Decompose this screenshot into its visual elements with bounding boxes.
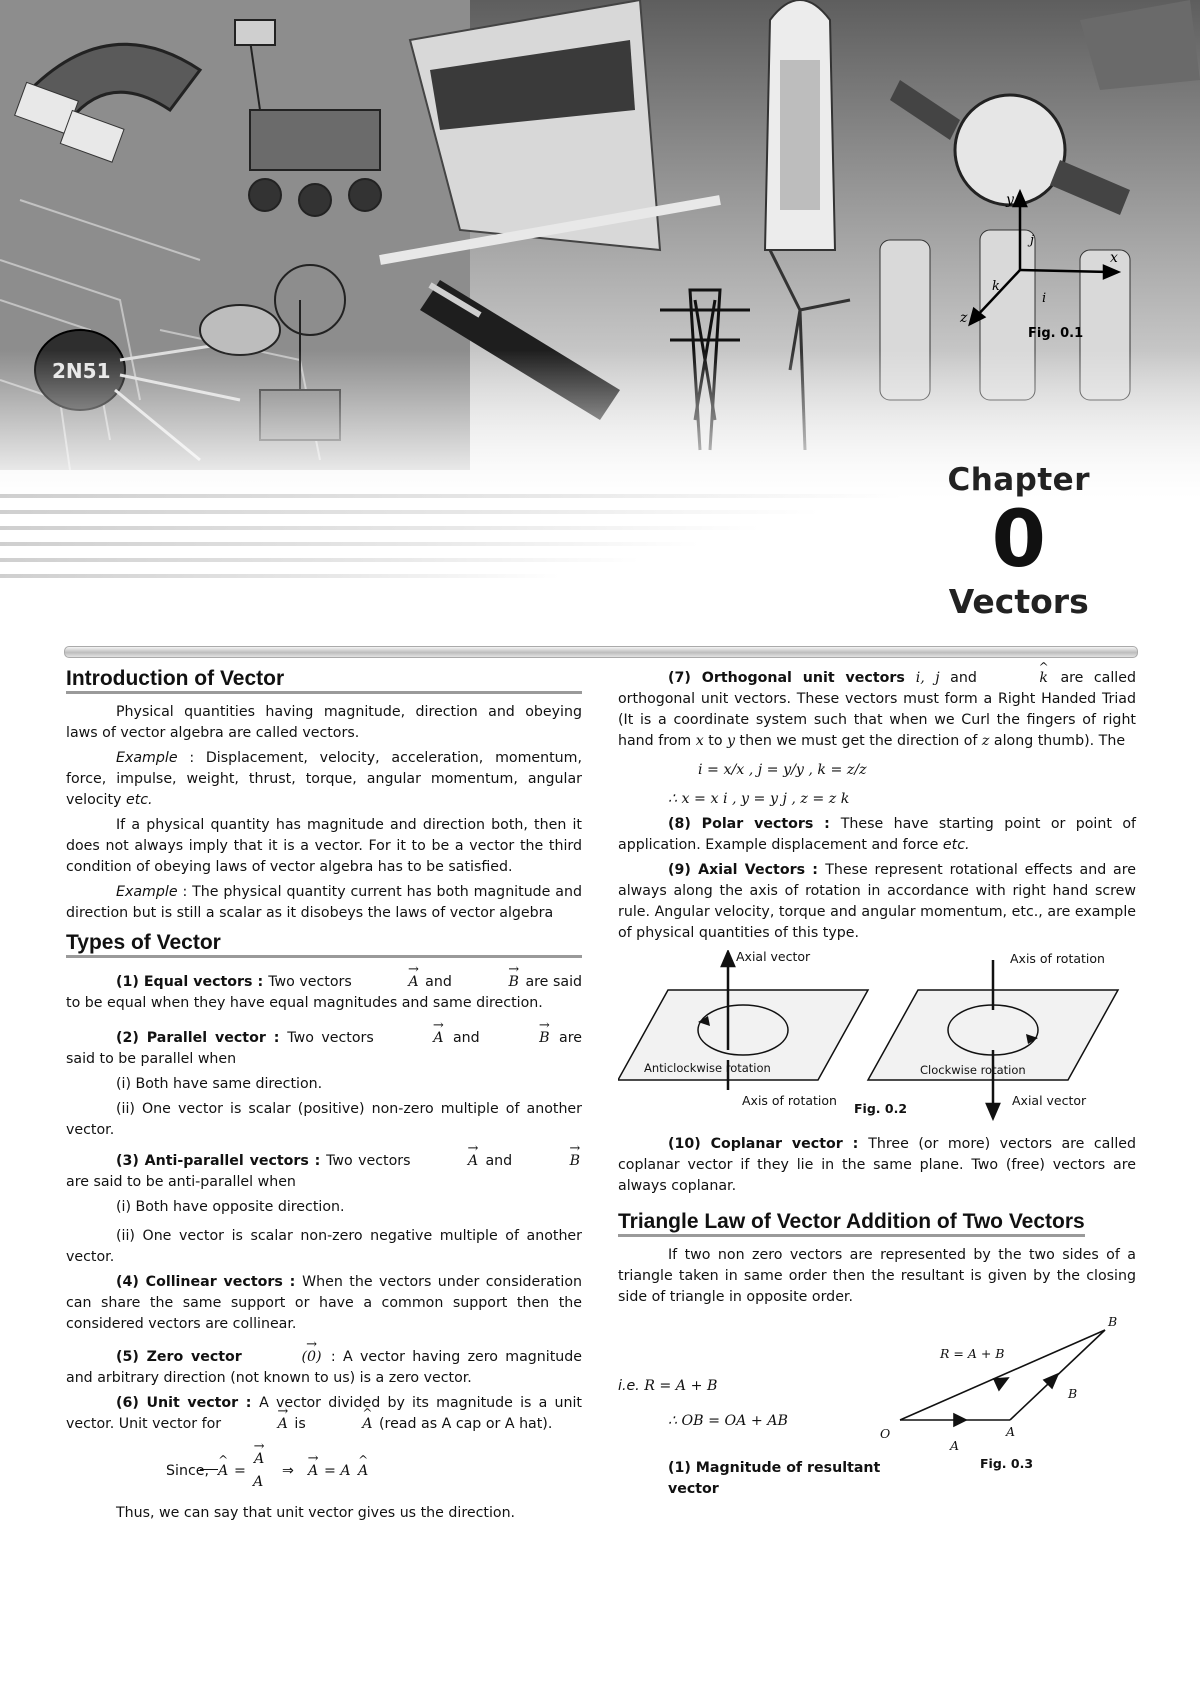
- label-axis-rotation-2: Axis of rotation: [742, 1093, 837, 1108]
- triangle-diagram: [880, 1310, 1136, 1470]
- coplanar-vector: (10) Coplanar vector : Three (or more) vectors are called coplanar vector if they lie in the same plane. Two (free) vectors are always coplanar.: [618, 1136, 1136, 1194]
- intro-paragraph-2: If a physical quantity has magnitude and direction both, then it does not always imply that it is a vector. For it to be a vector the third condition of obeying laws of vector algebra has to be satisfied.: [66, 817, 582, 875]
- intro-example-2: Example : The physical quantity current has both magnitude and direction but is still a scalar as it disobeys the laws of vector algebra: [66, 884, 582, 921]
- axial-vectors: (9) Axial Vectors : These represent rotational effects and are always along the axis of rotation in accordance with right hand screw rule. Angular velocity, torque and angular momentum, etc., are example of physical quantities of this type.: [618, 862, 1136, 941]
- parallel-condition-2: (ii) One vector is scalar (positive) non-zero multiple of another vector.: [66, 1101, 582, 1138]
- section-divider: [64, 646, 1138, 658]
- chapter-number: 0: [991, 495, 1046, 585]
- unit-vector-conclusion: Thus, we can say that unit vector gives us the direction.: [116, 1505, 516, 1521]
- equal-vectors: (1) Equal vectors : Two vectors → A and → B are said to be equal when they have equal magnitudes and same direction.: [66, 972, 582, 1014]
- label-axis-rotation-1: Axis of rotation: [1010, 951, 1105, 966]
- triangle-law-heading: Triangle Law of Vector Addition of Two Vectors: [618, 1211, 1085, 1237]
- polar-vectors: (8) Polar vectors : These have starting point or point of application. Example displacement and force etc.: [618, 816, 1136, 853]
- parallel-vector: (2) Parallel vector : Two vectors → A and → B are said to be parallel when: [66, 1028, 582, 1070]
- orthogonal-equation-1: i = x/x , j = y/y , k = z/z: [698, 762, 867, 778]
- parallel-condition-1: (i) Both have same direction.: [116, 1076, 323, 1092]
- unit-vector: (6) Unit vector : A vector divided by its magnitude is a unit vector. Unit vector for → A is ^ A (read as A cap or A hat).: [66, 1393, 582, 1435]
- figure-axial-vectors: [618, 950, 1136, 1130]
- label-clockwise: Clockwise rotation: [920, 1063, 1026, 1077]
- vector-B-label: B: [1068, 1386, 1078, 1401]
- point-O: O: [880, 1426, 891, 1441]
- magnitude-resultant: (1) Magnitude of resultant vector: [668, 1460, 881, 1497]
- triangle-eq-2: ∴ OB = OA + AB: [668, 1413, 788, 1429]
- unit-vector-equation: Since, ^ A = → A A ⇒ → A = A ^ A: [66, 1447, 582, 1493]
- figure-triangle-law: [880, 1310, 1136, 1470]
- anti-parallel-condition-1: (i) Both have opposite direction.: [116, 1199, 345, 1215]
- triangle-eq-1: i.e. R = A + B: [618, 1378, 718, 1394]
- intro-heading: Introduction of Vector: [66, 668, 582, 694]
- anti-parallel-vectors: (3) Anti-parallel vectors : Two vectors → A and → B are said to be anti-parallel when: [66, 1151, 582, 1193]
- types-heading: Types of Vector: [66, 932, 582, 958]
- resultant-label: R = A + B: [940, 1346, 1005, 1361]
- banner-illustration: [0, 0, 1200, 500]
- intro-paragraph: Physical quantities having magnitude, direction and obeying laws of vector algebra are called vectors.: [66, 704, 582, 741]
- collinear-vectors: (4) Collinear vectors : When the vectors under consideration can share the same support or have a common support then the considered vectors are collinear.: [66, 1274, 582, 1332]
- orthogonal-unit-vectors: (7) Orthogonal unit vectors i, j and ^ k are called orthogonal unit vectors. These vectors must form a Right Handed Triad (It is a coordinate system such that when we Curl the fingers of right hand from x to y then we must get the direction of z along thumb). The: [618, 668, 1136, 752]
- zero-vector: (5) Zero vector → (0) : A vector having zero magnitude and arbitrary direction (not known to us) is a zero vector.: [66, 1347, 582, 1389]
- left-column: [66, 668, 582, 1528]
- vector-A-label: A: [950, 1438, 960, 1453]
- triangle-law-intro: If two non zero vectors are represented by the two sides of a triangle taken in same order then the resultant is given by the closing side of triangle in opposite order.: [618, 1247, 1136, 1305]
- label-axial-vector-2: Axial vector: [1012, 1093, 1087, 1108]
- anti-parallel-condition-2: (ii) One vector is scalar non-zero negative multiple of another vector.: [66, 1228, 582, 1265]
- chapter-banner-collage: [0, 0, 1200, 500]
- fig-0-2-caption: Fig. 0.2: [854, 1101, 908, 1116]
- point-A: A: [1006, 1424, 1016, 1439]
- label-axial-vector-1: Axial vector: [736, 949, 811, 964]
- orthogonal-equation-2: ∴ x = x i , y = y j , z = z k: [668, 791, 850, 807]
- chapter-title: Vectors: [948, 582, 1089, 621]
- chapter-label: Chapter: [947, 462, 1090, 498]
- intro-example: Example : Displacement, velocity, acceleration, momentum, force, impulse, weight, thrust, torque, angular momentum, angular velocity etc.: [66, 750, 582, 808]
- label-anticlockwise: Anticlockwise rotation: [644, 1061, 771, 1075]
- point-B: B: [1108, 1314, 1118, 1329]
- triangle-law-text: [618, 1245, 1136, 1312]
- chapter-heading: [947, 462, 1090, 621]
- fig-0-3-caption: Fig. 0.3: [980, 1456, 1034, 1471]
